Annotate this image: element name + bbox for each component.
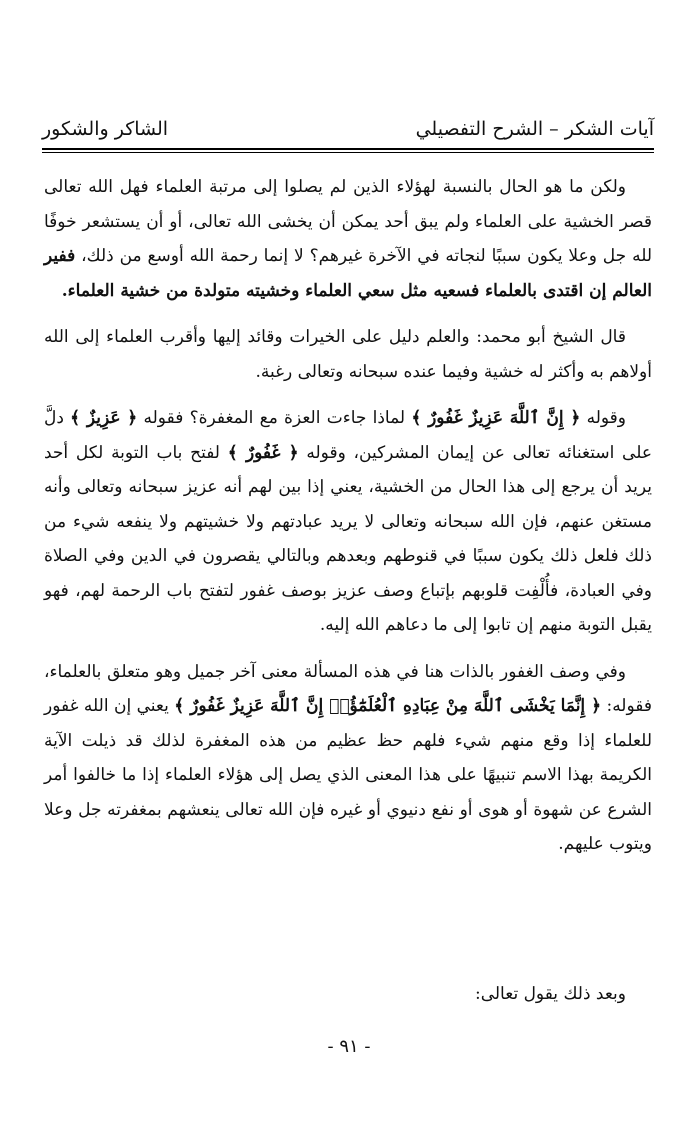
paragraph-5: وبعد ذلك يقول تعالى:	[474, 984, 626, 1004]
paragraph-4-text-a: وفي وصف الغفور بالذات هنا في هذه المسألة معنى آخر جميل وهو متعلق بالعلماء، فقوله:	[44, 661, 652, 716]
page-body	[44, 170, 652, 862]
paragraph-3-text-d: لفتح باب التوبة لكل أحد يريد أن يرجع إلى هذا الحال من الخشية، يعني إذا بين لهم أنه عزيز سبحانه وتعالى وأنه مستغن عنهم، فإن الله سبحانه وتعالى لا يريد عبادتهم ولا خشيتهم ولا ينفعه شيء من ذلك فلعل ذلك يكون سببًا في قنوطهم وبعدهم وبالتالي يقصرون في الدين وفي الصلاة وفي العبادة، فأُلْفِت قلوبهم بإتباع وصف عزيز بوصف غفور لتفتح باب الرحمة لهم، فهو يقبل التوبة منهم إن تابوا إلى ما دعاهم الله إليه.	[44, 442, 652, 635]
paragraph-1-emphasis: ففير العالم إن اقتدى بالعلماء فسعيه مثل سعي العلماء وخشيته متولدة من خشية العلماء.	[44, 246, 652, 301]
header-rule-thick	[42, 148, 654, 150]
quran-quote-3: ﴿ غَفُورٌ ﴾	[227, 442, 299, 463]
paragraph-2: قال الشيخ أبو محمد: والعلم دليل على الخيرات وقائد إليها وأقرب العلماء إلى الله أولاهم به وأكثر له خشية وفيما عنده سبحانه وتعالى رغبة.	[44, 327, 652, 382]
paragraph-3-text-b: لماذا جاءت العزة مع المغفرة؟ فقوله	[137, 408, 412, 428]
quran-quote-2: ﴿ عَزِيزٌ ﴾	[70, 408, 138, 428]
quran-quote-1: ﴿ إِنَّ ٱللَّهَ عَزِيزٌ غَفُورٌ ﴾	[411, 408, 581, 428]
header-rule-thin	[42, 152, 654, 153]
running-header	[42, 118, 654, 148]
header-chapter-title: آيات الشكر – الشرح التفصيلي	[415, 118, 654, 140]
paragraph-3-text-a: وقوله	[580, 408, 626, 428]
header-section-title: الشاكر والشكور	[42, 118, 169, 140]
page-number: - ٩١ -	[327, 1036, 371, 1057]
paragraph-4-text-b: يعني إن الله غفور للعلماء إذا وقع منهم شيء فلهم حظ عظيم من هذه المغفرة لذلك قد ذيلت الآية الكريمة بهذا الاسم تنبيهًا على هذا المعنى الذي يصل إلى هؤلاء العلماء إذا ما خالفوا أمر الشرع عن شهوة أو هوى أو نفع دنيوي أو غيره فإن الله تعالى ينعشهم بمغفرته جل وعلا ويتوب عليهم.	[44, 696, 652, 854]
paragraph-3-text-c: دلَّ على استغنائه تعالى عن إيمان المشركين، وقوله	[44, 408, 652, 463]
quran-quote-4: ﴿ إِنَّمَا يَخْشَى ٱللَّهَ مِنْ عِبَادِهِ ٱلْعُلَمَٰٓؤُا۟ إِنَّ ٱللَّهَ عَزِيزٌ غَفُورٌ ﴾	[174, 696, 602, 716]
paragraph-4	[44, 655, 652, 862]
paragraph-1	[44, 170, 652, 308]
paragraph-1-text: ولكن ما هو الحال بالنسبة لهؤلاء الذين لم يصلوا إلى مرتبة العلماء فهل الله تعالى قصر الخشية على العلماء ولم يبق أحد يمكن أن يخشى الله تعالى، أو أن يستشعر خوفًا لله جل وعلا يكون سببًا لنجاته في الآخرة غيرهم؟ لا إنما رحمة الله أوسع من ذلك،	[44, 177, 652, 266]
paragraph-3	[44, 401, 652, 643]
